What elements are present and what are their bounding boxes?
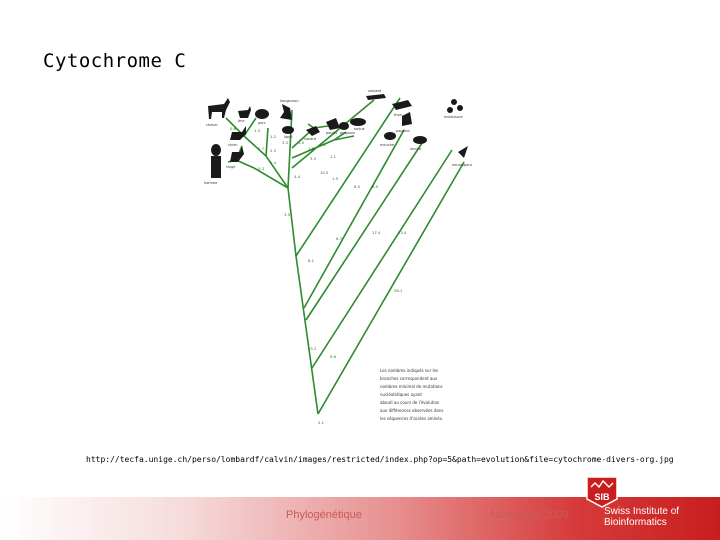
legend-line: nombres minimal de mutations <box>380 384 443 389</box>
slide-title: Cytochrome C <box>43 50 187 72</box>
branch-value: 1.0 <box>298 140 305 145</box>
branch-value: 1.4 <box>270 160 277 165</box>
legend-line: Les nombres indiqués sur les <box>380 368 439 373</box>
branch-value: 2.1 <box>320 142 327 147</box>
organism-label: moisissure <box>444 115 463 119</box>
human-body-icon <box>211 156 221 178</box>
branch-value: 0.6 <box>230 126 237 131</box>
organism-label: tortue <box>354 127 365 131</box>
branch-value: 1.7 <box>258 146 265 151</box>
snake-icon <box>366 94 386 100</box>
branch-value: 6.7 <box>336 236 343 241</box>
footer-date: Novembre 2009 <box>490 509 569 521</box>
organism-label: serpent <box>368 89 382 93</box>
organism-label: singe <box>226 165 236 169</box>
legend-line: les séquences d'acides aminés. <box>380 416 444 421</box>
penguin-icon <box>339 122 349 130</box>
legend-line: aux différences observées dans <box>380 408 444 413</box>
organism-label: pingouin <box>340 131 356 135</box>
tree-legend <box>380 368 444 421</box>
branch-value: 23.4 <box>398 230 407 235</box>
footer-topic: Phylogénétique <box>286 509 362 521</box>
chicken-icon <box>326 118 340 130</box>
legend-line: nucléotidiques ayant <box>380 392 422 397</box>
branch-value: 9.6 <box>330 354 337 359</box>
branch-value: 0.3 <box>258 166 265 171</box>
organism-label: lapin <box>284 135 293 139</box>
branch-value: 3.3 <box>310 156 317 161</box>
organization-name-line2: Bioinformatics <box>604 517 667 528</box>
branch-value: 26.1 <box>394 288 403 293</box>
organism-label: porc <box>258 121 266 125</box>
branch-value: 6.9 <box>372 184 379 189</box>
branch-value: 1.1 <box>330 154 337 159</box>
organism-label: âne <box>238 119 245 123</box>
branch-value: 6.1 <box>308 258 315 263</box>
kangaroo-icon <box>280 104 292 120</box>
monkey-icon <box>230 146 244 162</box>
branch-value: 1.2 <box>270 134 277 139</box>
branch-value: 10.5 <box>320 170 329 175</box>
rabbit-icon <box>282 126 294 134</box>
branch-value: 4.4 <box>294 174 301 179</box>
organism-label: poulet <box>326 131 338 135</box>
branch-value: 3.3 <box>282 140 289 145</box>
neurospora-icon <box>458 146 468 158</box>
organism-label: mouche <box>380 143 395 147</box>
branch-value: 8.5 <box>354 184 361 189</box>
organism-label: cheval <box>206 123 218 127</box>
source-url: http://tecfa.unige.ch/perso/lombardf/calvin/images/restricted/index.php?op=5&path=evolution&file=cytochrome-divers-org.jpg <box>86 455 674 464</box>
legend-line: branches correspondent aux <box>380 376 438 381</box>
organism-label: levure <box>410 147 421 151</box>
pig-icon <box>255 109 269 119</box>
tuna-icon <box>392 100 412 110</box>
branch-value: 1.6 <box>308 146 315 151</box>
organism-label: chien <box>228 143 238 147</box>
donkey-icon <box>238 106 251 118</box>
branch-value: 15.2 <box>308 346 317 351</box>
organism-label: kangourou <box>280 99 299 103</box>
sib-logo-text: SIB <box>594 492 610 502</box>
yeast-icon <box>413 136 427 144</box>
organism-label: canard <box>304 137 317 141</box>
organism-label: homme <box>204 181 218 185</box>
organization-name-line1: Swiss Institute of <box>604 506 680 517</box>
tree-svg <box>196 88 508 426</box>
organism-label: thon <box>394 113 402 117</box>
branch-value: 1.3 <box>254 128 261 133</box>
phylogenetic-tree-figure <box>196 88 508 426</box>
horse-icon <box>208 98 230 119</box>
organism-label: papillon <box>396 129 410 133</box>
branch-value: 2.1 <box>318 420 325 425</box>
organization-name <box>604 506 679 528</box>
mold-icon <box>451 99 457 105</box>
turtle-icon <box>350 118 366 126</box>
branch-value: 2.3 <box>270 148 277 153</box>
butterfly-icon <box>402 112 412 126</box>
branch-value: 17.4 <box>372 230 381 235</box>
branch-value: 3.5 <box>284 212 291 217</box>
human-head-icon <box>211 144 221 156</box>
legend-line: abouti au cours de l'évolution <box>380 400 440 405</box>
branch-value: 1.5 <box>332 176 339 181</box>
fly-icon <box>384 132 396 140</box>
organism-label: neurospora <box>452 163 472 167</box>
